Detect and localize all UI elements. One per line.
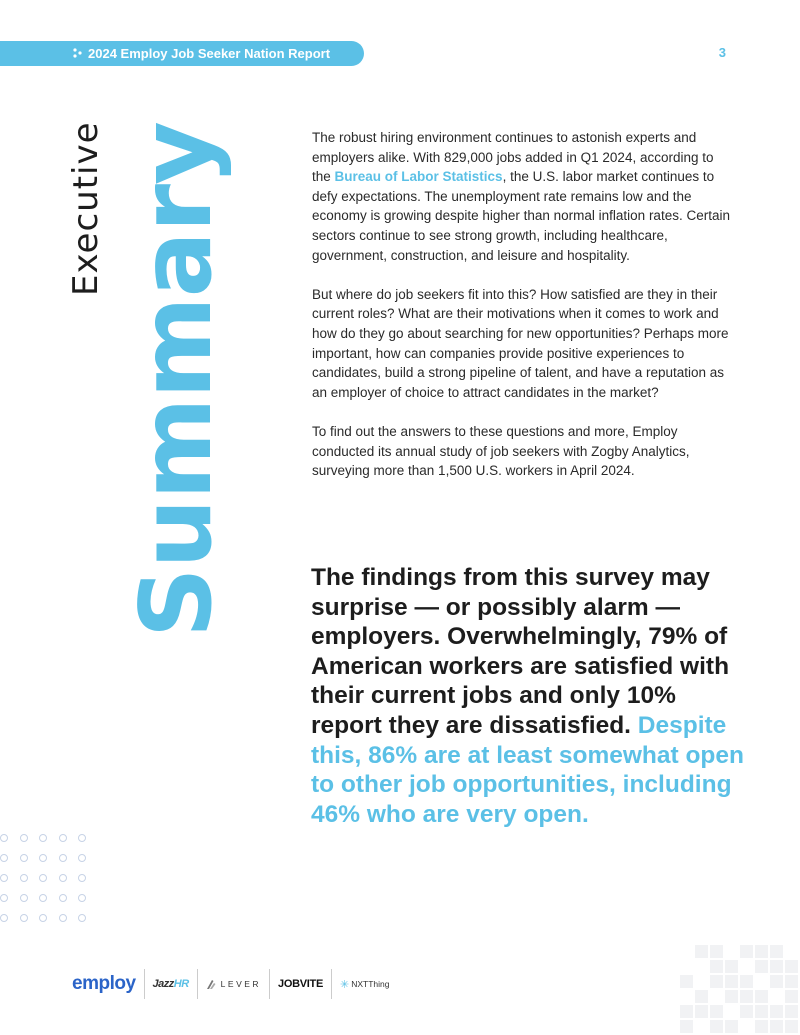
decorative-pixel — [770, 945, 783, 958]
decorative-pixel — [755, 945, 768, 958]
decorative-dot — [59, 834, 67, 842]
decorative-pixel — [770, 975, 783, 988]
decorative-dot — [39, 894, 47, 902]
page-number: 3 — [718, 45, 726, 60]
decorative-pixel — [770, 960, 783, 973]
lever-logo — [206, 979, 261, 990]
decorative-dot — [39, 874, 47, 882]
decorative-pixel — [785, 1020, 798, 1033]
decorative-pixel — [755, 1005, 768, 1018]
report-title: 2024 Employ Job Seeker Nation Report — [88, 46, 331, 61]
jobvite-logo: JOBVITE — [278, 978, 324, 990]
divider — [269, 969, 270, 999]
decorative-pixel-pattern — [680, 945, 800, 1035]
decorative-pixel — [710, 960, 723, 973]
decorative-dot — [20, 894, 28, 902]
lever-mark-icon — [206, 979, 217, 990]
employ-logo: employ — [72, 973, 136, 994]
decorative-pixel — [755, 1020, 768, 1033]
nxt-text: NXTThing — [351, 979, 390, 989]
decorative-pixel — [680, 1005, 693, 1018]
decorative-dot — [39, 834, 47, 842]
decorative-dot — [20, 914, 28, 922]
decorative-pixel — [725, 990, 738, 1003]
decorative-pixel — [695, 945, 708, 958]
decorative-dot — [59, 854, 67, 862]
decorative-dot — [0, 834, 8, 842]
decorative-pixel — [770, 1005, 783, 1018]
decorative-dot — [20, 874, 28, 882]
paragraph-text: , the U.S. labor market continues to defy expectations. The unemployment rate remains low and the economy is growing despite higher than normal inflation rates. Certain sectors continue to see strong growth, including healthcare, government, construction, and leisure and hospitality. — [312, 169, 730, 263]
key-findings-callout — [311, 563, 751, 829]
bls-link[interactable]: Bureau of Labor Statistics — [334, 169, 503, 185]
decorative-dot — [0, 914, 8, 922]
decorative-pixel — [740, 945, 753, 958]
decorative-pixel — [785, 975, 798, 988]
section-title-summary: Summary — [120, 122, 234, 638]
decorative-dot — [78, 874, 86, 882]
decorative-dot — [78, 894, 86, 902]
jazz-text: Jazz — [152, 978, 174, 990]
asterisk-icon: ✳ — [340, 978, 350, 991]
decorative-pixel — [695, 990, 708, 1003]
decorative-pixel — [710, 1020, 723, 1033]
findings-dark-text: The findings from this survey may surprise — or possibly alarm — employers. Overwhelmingly, 79% of American workers are satisfied with their current jobs and only 10% report they are dissatisfied. — [311, 564, 730, 739]
decorative-pixel — [755, 960, 768, 973]
decorative-dot — [0, 854, 8, 862]
paragraph-text: The robust hiring environment continues to astonish experts and employers alike. With 829,000 jobs added in Q1 2024, according to the — [312, 130, 714, 185]
decorative-dot — [78, 914, 86, 922]
decorative-pixel — [695, 1005, 708, 1018]
report-header-bar — [0, 41, 364, 66]
decorative-dot — [20, 854, 28, 862]
intro-paragraph-1 — [312, 128, 732, 265]
decorative-pixel — [740, 975, 753, 988]
decorative-pixel — [785, 990, 798, 1003]
decorative-dot — [0, 894, 8, 902]
jazzhr-logo — [153, 978, 189, 990]
section-title-executive: Executive — [66, 121, 106, 296]
decorative-pixel — [680, 1020, 693, 1033]
decorative-pixel — [785, 1005, 798, 1018]
divider — [197, 969, 198, 999]
decorative-dot — [78, 834, 86, 842]
decorative-dot — [59, 894, 67, 902]
intro-paragraph-3: To find out the answers to these questions and more, Employ conducted its annual study of job seekers with Zogby Analytics, surveying more than 1,500 U.S. workers in April 2024. — [312, 423, 690, 479]
footer-logos — [72, 966, 390, 1002]
decorative-pixel — [710, 975, 723, 988]
decorative-dot — [59, 914, 67, 922]
lever-text: LEVER — [220, 979, 262, 989]
decorative-pixel — [740, 990, 753, 1003]
divider — [144, 969, 145, 999]
decorative-pixel — [785, 960, 798, 973]
decorative-pixel — [725, 1020, 738, 1033]
decorative-pixel — [680, 975, 693, 988]
nxtthing-logo — [340, 978, 389, 991]
intro-body — [312, 128, 732, 500]
decorative-dot — [78, 854, 86, 862]
hr-text: HR — [173, 978, 189, 990]
findings-highlight-text: Despite this, 86% are at least somewhat open to other job opportunities, including 46% who are very open. — [311, 711, 744, 828]
decorative-dot — [0, 874, 8, 882]
decorative-dot — [39, 914, 47, 922]
decorative-pixel — [710, 945, 723, 958]
divider — [331, 969, 332, 999]
decorative-pixel — [755, 990, 768, 1003]
decorative-pixel — [710, 1005, 723, 1018]
decorative-dot — [59, 874, 67, 882]
decorative-pixel — [725, 960, 738, 973]
decorative-pixel — [740, 1005, 753, 1018]
decorative-dot — [20, 834, 28, 842]
dots-logo-icon — [72, 47, 84, 59]
intro-paragraph-2: But where do job seekers fit into this? How satisfied are they in their current roles? What are their motivations when it comes to work and how do they go about searching for new opportunities? Perhaps more important, how can companies provide positive experiences to candidates, build a strong pipeline of talent, and have a reputation as an employer of choice to attract candidates in the market? — [312, 286, 729, 400]
decorative-dot — [39, 854, 47, 862]
decorative-pixel — [725, 975, 738, 988]
decorative-pixel — [770, 1020, 783, 1033]
